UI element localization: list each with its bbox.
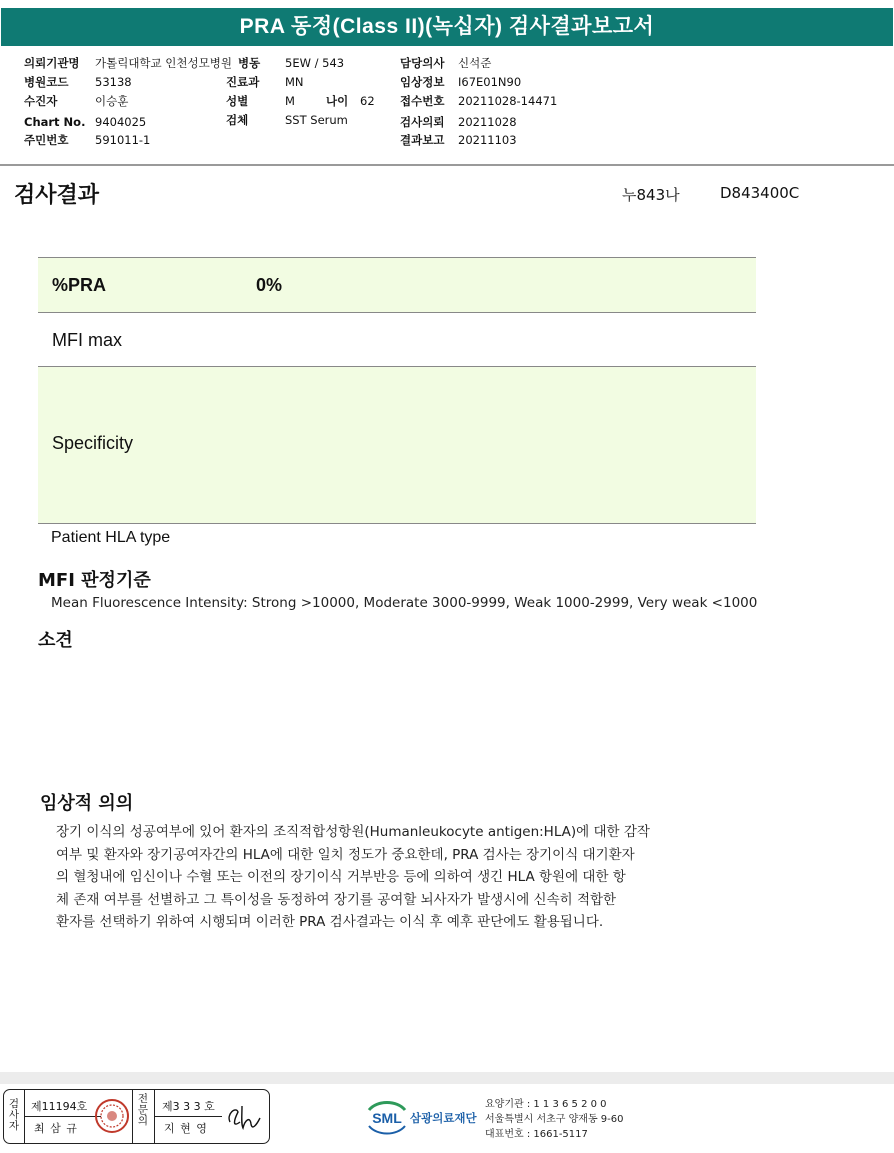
significance-text xyxy=(56,821,776,934)
info-value-age: 62 xyxy=(360,94,375,108)
table-row-pra xyxy=(38,258,756,312)
footer-bar xyxy=(0,1072,894,1084)
divider xyxy=(0,164,894,166)
info-value-request-date: 20211028 xyxy=(458,115,517,129)
box-divider xyxy=(132,1090,133,1143)
org-name: 삼광의료재단 xyxy=(410,1111,477,1125)
sml-logo-icon xyxy=(365,1098,409,1138)
table-row-specificity xyxy=(38,367,756,523)
info-value-clinical-info: I67E01N90 xyxy=(458,75,522,89)
significance-line: 의 혈청내에 임신이나 수혈 또는 이전의 장기이식 거부반응 등에 의하여 생긴 HLA 항원에 대한 항 xyxy=(56,869,626,885)
info-label-age: 나이 xyxy=(326,94,349,108)
info-value-hospital-code: 53138 xyxy=(95,75,132,89)
specialist-label-text: 전문의 xyxy=(137,1093,149,1127)
org-line: 요양기관 : 1 1 3 6 5 2 0 0 xyxy=(485,1099,607,1110)
specialist-no: 제3 3 3 호 xyxy=(162,1100,215,1113)
org-line: 대표번호 : 1661-5117 xyxy=(485,1129,588,1140)
info-value-receipt-no: 20211028-14471 xyxy=(458,94,558,108)
info-label-department: 진료과 xyxy=(226,75,260,89)
info-value-institution: 가톨릭대학교 인천성모병원 xyxy=(95,56,232,70)
result-title: 검사결과 xyxy=(14,183,100,208)
row-key-hla-type: Patient HLA type xyxy=(51,529,171,546)
org-line: 서울특별시 서초구 양재동 9-60 xyxy=(485,1114,624,1125)
info-label-request-date: 검사의뢰 xyxy=(400,115,445,129)
mfi-text: Mean Fluorescence Intensity: Strong >10000, Moderate 3000-9999, Weak 1000-2999, Very weak <1000 xyxy=(51,595,758,611)
mfi-title: MFI 판정기준 xyxy=(38,570,151,591)
info-label-resident-no: 주민번호 xyxy=(24,133,69,147)
info-label-patient: 수진자 xyxy=(24,94,58,108)
significance-line: 여부 및 환자와 장기공여자간의 HLA에 대한 일치 정도가 중요한데, PRA 검사는 장기이식 대기환자 xyxy=(56,846,635,863)
info-label-receipt-no: 접수번호 xyxy=(400,94,445,108)
opinion-title: 소견 xyxy=(38,630,73,651)
sml-logo-text: SML xyxy=(372,1110,402,1126)
signature-icon xyxy=(224,1100,264,1134)
info-value-chart-no: 9404025 xyxy=(95,115,147,129)
info-value-report-date: 20211103 xyxy=(458,133,517,147)
significance-line: 환자를 선택하기 위하여 시행되며 이러한 PRA 검사결과는 이식 후 예후 판단에도 활용됩니다. xyxy=(56,914,604,930)
specialist-name: 지 현 영 xyxy=(164,1122,208,1135)
seal-stamp xyxy=(94,1098,130,1134)
signature-box xyxy=(3,1089,270,1144)
info-label-institution: 의뢰기관명 xyxy=(24,56,80,70)
org-info xyxy=(485,1097,624,1142)
inspector-label xyxy=(8,1099,20,1132)
row-value-pra: 0% xyxy=(256,275,283,295)
info-label-ward: 병동 xyxy=(238,56,261,70)
box-divider xyxy=(154,1116,222,1117)
info-value-ward: 5EW / 543 xyxy=(285,56,345,70)
row-key-specificity: Specificity xyxy=(52,433,134,453)
info-label-hospital-code: 병원코드 xyxy=(24,75,69,89)
result-code-2: D843400C xyxy=(720,184,800,202)
info-value-department: MN xyxy=(285,75,304,89)
inspector-label-text: 검사자 xyxy=(8,1098,20,1132)
box-divider xyxy=(24,1116,101,1117)
result-table xyxy=(38,257,756,557)
report-title: PRA 동정(Class II)(녹십자) 검사결과보고서 xyxy=(1,8,893,46)
info-label-sex: 성별 xyxy=(226,94,249,108)
result-code-1: 누843나 xyxy=(622,186,680,204)
significance-title: 임상적 의의 xyxy=(40,793,134,814)
info-value-resident-no: 591011-1 xyxy=(95,133,151,147)
significance-line: 장기 이식의 성공여부에 있어 환자의 조직적합성항원(Humanleukocyte antigen:HLA)에 대한 감작 xyxy=(56,824,650,840)
info-label-report-date: 결과보고 xyxy=(400,133,445,147)
patient-info xyxy=(0,0,894,160)
table-row-mfi-max xyxy=(38,313,756,366)
specialist-label xyxy=(137,1094,149,1127)
info-value-sex: M xyxy=(285,94,295,108)
row-key-pra: %PRA xyxy=(52,275,107,295)
row-key-mfi-max: MFI max xyxy=(52,330,122,350)
info-label-clinical-info: 임상정보 xyxy=(400,75,445,89)
significance-line: 체 존재 여부를 선별하고 그 특이성을 동정하여 장기를 공여할 뇌사자가 발생시에 신속히 적합한 xyxy=(56,891,617,908)
inspector-name: 최 삼 규 xyxy=(34,1122,78,1135)
info-label-specimen: 검체 xyxy=(226,113,249,127)
info-value-doctor: 신석준 xyxy=(458,56,492,70)
info-value-specimen: SST Serum xyxy=(285,113,348,127)
info-label-doctor: 담당의사 xyxy=(400,56,445,70)
inspector-no: 제11194호 xyxy=(31,1100,88,1113)
info-label-chart-no: Chart No. xyxy=(24,115,86,129)
info-value-patient: 이승훈 xyxy=(95,94,129,108)
table-row-hla-type xyxy=(38,524,756,554)
